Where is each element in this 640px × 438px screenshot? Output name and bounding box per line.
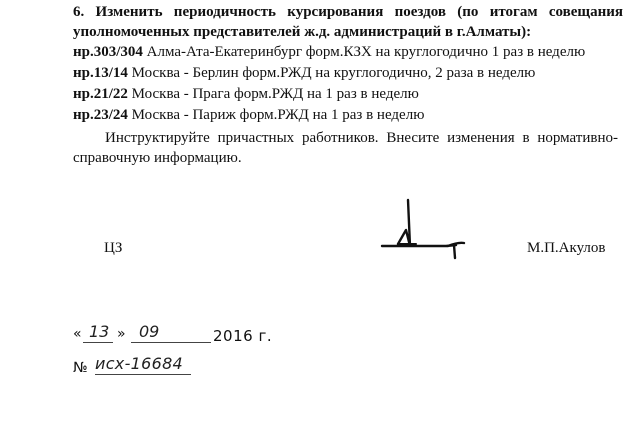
train-row — [73, 105, 424, 125]
train-number: нр.23/24 — [73, 107, 128, 123]
instruction-paragraph: Инструктируйте причастных работников. Внесите изменения в нормативно-справочную информацию. — [73, 130, 618, 166]
train-route: Москва - Прага форм.РЖД на 1 раз в неделю — [127, 86, 419, 102]
date-close-quote: » — [117, 326, 126, 342]
registration-underline — [95, 374, 191, 375]
section-heading-line-1: 6. Изменить периодичность курсирования поездов (по итогам совещания — [73, 4, 623, 20]
train-route: Москва - Париж форм.РЖД на 1 раз в неделю — [127, 107, 425, 123]
date-year: 2016 г. — [213, 327, 273, 345]
registration-number — [73, 354, 273, 380]
train-row — [73, 42, 585, 62]
date-open-quote: « — [73, 326, 82, 342]
train-route: Москва - Берлин форм.РЖД на круглогодично, 2 раза в неделю — [127, 65, 536, 81]
department-code: ЦЗ — [104, 240, 123, 256]
train-number: нр.21/22 — [73, 86, 128, 102]
date-month: 09 — [139, 322, 160, 341]
train-route: Алма-Ата-Екатеринбург форм.КЗХ на круглогодично 1 раз в неделю — [142, 44, 586, 60]
registration-number-value: исх-16684 — [95, 354, 184, 373]
train-row — [73, 84, 419, 104]
document-date — [73, 322, 333, 348]
number-sign: № — [73, 360, 88, 376]
train-number: нр.13/14 — [73, 65, 128, 81]
signer-name: М.П.Акулов — [527, 240, 606, 256]
train-number: нр.303/304 — [73, 44, 143, 60]
date-day-underline — [83, 342, 113, 343]
date-day: 13 — [89, 322, 110, 341]
section-heading-line-2: уполномоченных представителей ж.д. администраций в г.Алматы): — [73, 24, 532, 40]
train-row — [73, 63, 535, 83]
handwritten-signature-icon — [376, 196, 468, 264]
date-month-underline — [131, 342, 211, 343]
